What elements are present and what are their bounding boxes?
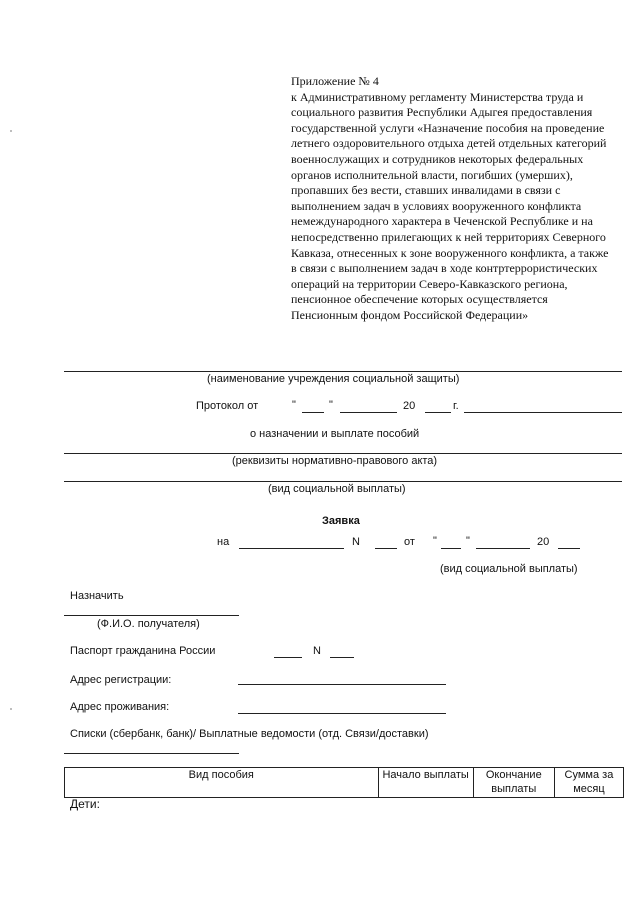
- appendix-number: Приложение № 4: [291, 74, 379, 88]
- institution-line: [64, 371, 622, 372]
- benefits-table: [64, 767, 624, 798]
- decision-title: о назначении и выплате пособий: [250, 428, 420, 440]
- legal-act-line: [64, 453, 622, 454]
- protocol-rest-field[interactable]: [464, 412, 622, 413]
- quote-open-2: ": [433, 535, 437, 547]
- margin-mark: [10, 708, 12, 710]
- payment-type-line: [64, 481, 622, 482]
- payment-type-caption: (вид социальной выплаты): [268, 483, 406, 495]
- legal-act-caption: (реквизиты нормативно-правового акта): [232, 455, 438, 467]
- appendix-text: к Административному регламенту Министерства труда и социального развития Республики Адыгея предоставления государственной услуги «Назначение пособия на проведение летнего оздоровительного отдыха детей отдельных категорий военнослужащих и сотрудников некоторых федеральных органов исполнительной власти, погибших (умерших), пропавших без вести, ставших инвалидами в связи с выполнением задач в условиях вооруженного конфликта немеждународного характера в Чеченской Республике и на непосредственно прилегающих к ней территориях Северного Кавказа, отнесенных к зоне вооруженного конфликта, а также в связи с выполнением задач в ходе контртеррористических операций на территории Северо-Кавказского региона, пенсионное обеспечение которых осуществляется Пенсионным фондом Российской Федерации»: [291, 89, 609, 322]
- application-month-field[interactable]: [476, 548, 530, 549]
- application-day-field[interactable]: [441, 548, 461, 549]
- children-label: Дети:: [70, 797, 100, 811]
- passport-label: Паспорт гражданина России: [70, 645, 216, 657]
- appendix-block: [291, 74, 611, 324]
- application-title: Заявка: [322, 515, 360, 527]
- lists-field[interactable]: [64, 753, 239, 754]
- application-type-field[interactable]: [239, 548, 344, 549]
- live-address-field[interactable]: [238, 713, 446, 714]
- passport-n-label: N: [313, 645, 321, 657]
- application-n-label: N: [352, 536, 360, 548]
- from-label: от: [404, 536, 415, 548]
- protocol-year-suffix: г.: [453, 400, 459, 412]
- application-number-field[interactable]: [375, 548, 397, 549]
- lists-label: Списки (сбербанк, банк)/ Выплатные ведомости (отд. Связи/доставки): [70, 728, 429, 740]
- col-start: Начало выплаты: [378, 768, 473, 798]
- col-end: Окончание выплаты: [473, 768, 554, 798]
- col-benefit-type: Вид пособия: [65, 768, 379, 798]
- recipient-caption: (Ф.И.О. получателя): [97, 618, 200, 630]
- application-year-prefix: 20: [537, 536, 550, 548]
- assign-label: Назначить: [70, 590, 124, 602]
- reg-address-label: Адрес регистрации:: [70, 674, 172, 686]
- protocol-day-field[interactable]: [302, 412, 324, 413]
- on-label: на: [217, 536, 230, 548]
- payment-type-caption-2: (вид социальной выплаты): [440, 563, 578, 575]
- quote-close: ": [329, 399, 333, 411]
- institution-caption: (наименование учреждения социальной защиты): [207, 373, 460, 385]
- quote-open: ": [292, 399, 296, 411]
- passport-series-field[interactable]: [274, 657, 302, 658]
- col-amount: Сумма за месяц: [554, 768, 623, 798]
- protocol-year-prefix: 20: [403, 400, 416, 412]
- table-header-row: [65, 768, 624, 798]
- passport-number-field[interactable]: [330, 657, 354, 658]
- recipient-field[interactable]: [64, 615, 239, 616]
- quote-close-2: ": [466, 535, 470, 547]
- application-year-field[interactable]: [558, 548, 580, 549]
- protocol-year-field[interactable]: [425, 412, 451, 413]
- margin-mark: [10, 130, 12, 132]
- reg-address-field[interactable]: [238, 684, 446, 685]
- live-address-label: Адрес проживания:: [70, 701, 170, 713]
- protocol-label: Протокол от: [196, 400, 259, 412]
- protocol-month-field[interactable]: [340, 412, 397, 413]
